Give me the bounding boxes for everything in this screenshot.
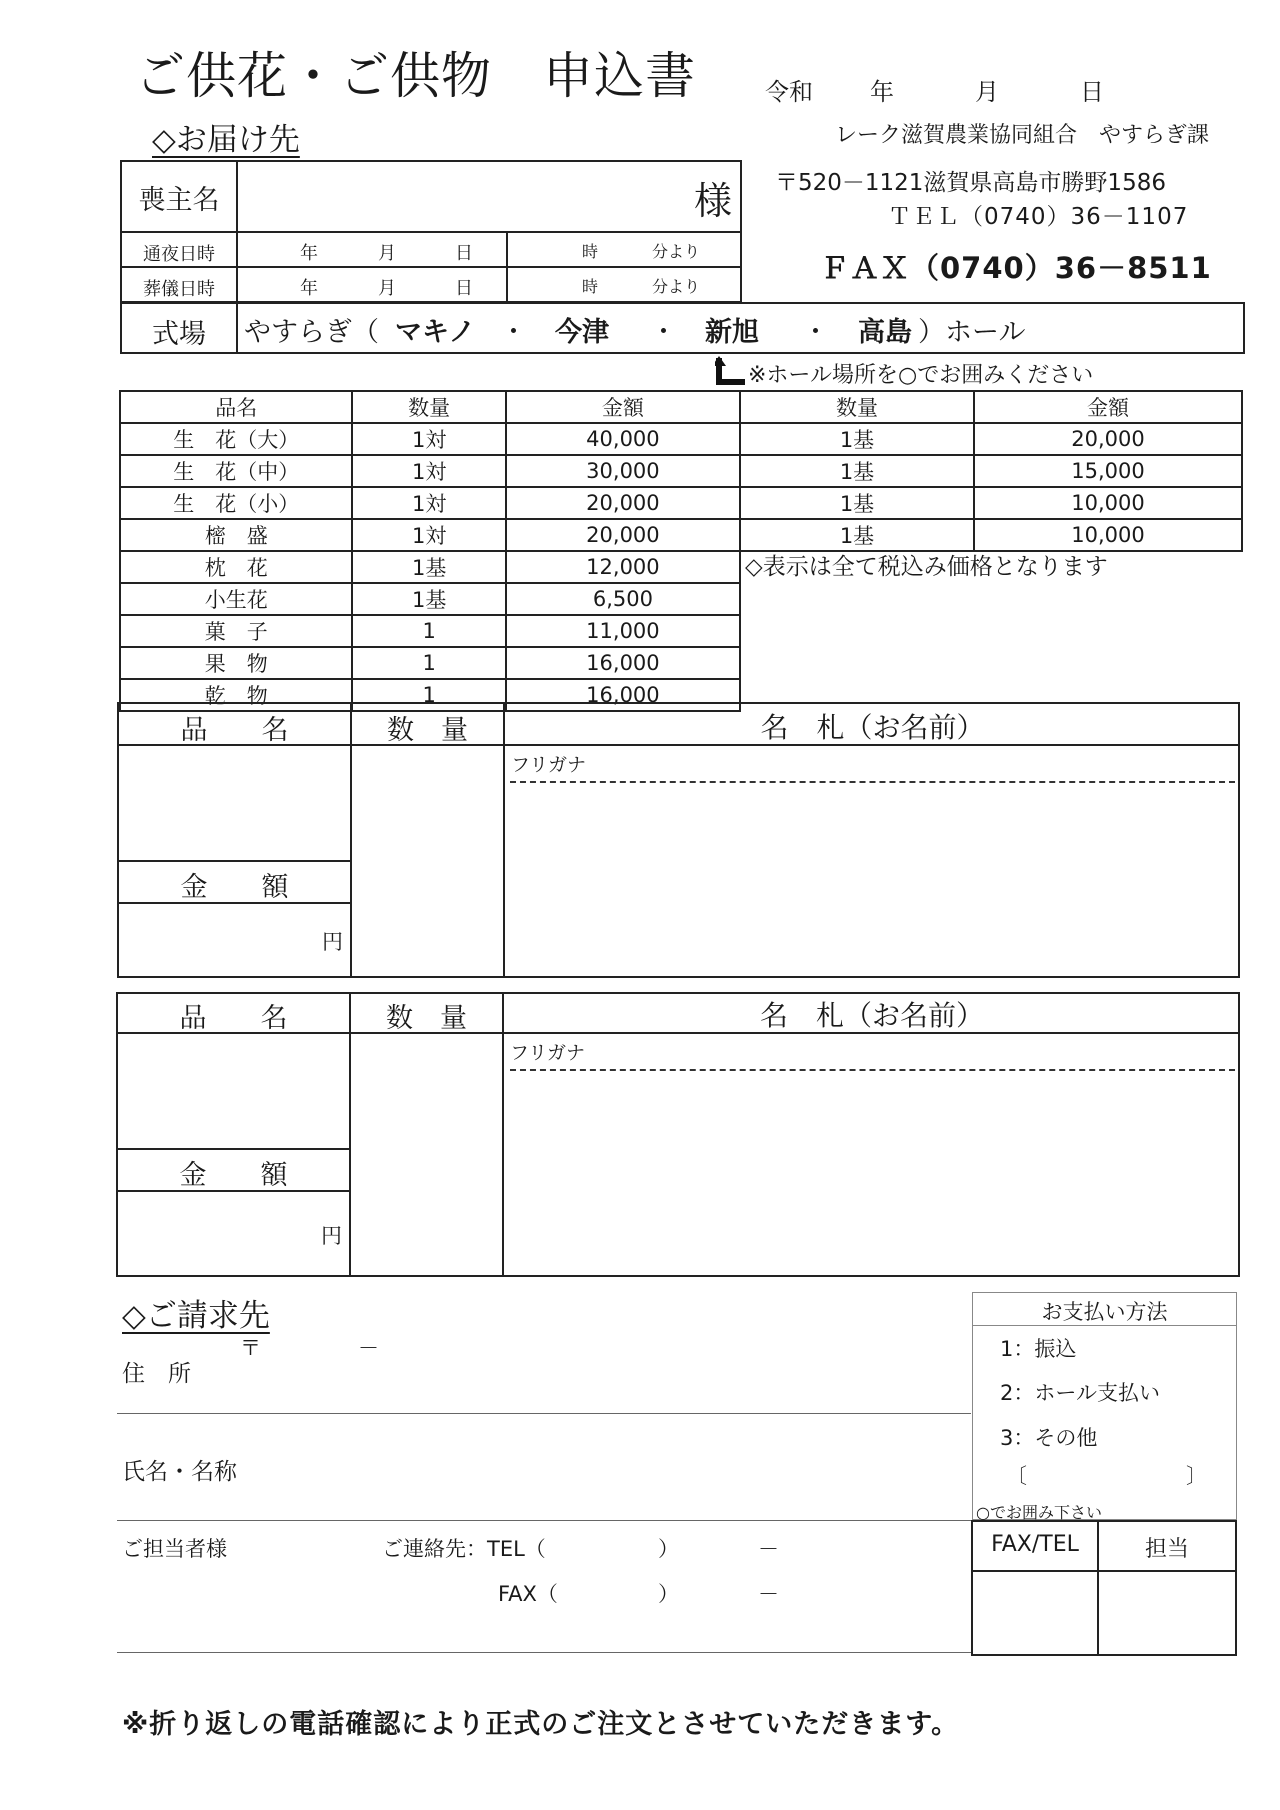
single-qty: 1基 [740,455,974,487]
wake-year: 年 [300,243,318,264]
order1-item-label: 品 名 [180,715,289,746]
tel-number-input[interactable] [790,1530,940,1560]
order2-item-label: 品 名 [179,1003,288,1034]
table-row [120,423,740,455]
fax-dash: － [758,1582,779,1606]
order2-qty-input[interactable] [352,1035,500,1273]
order1-item-input[interactable] [120,747,348,857]
address-label: 住 所 [122,1361,191,1387]
footer-note: ※折り返しの電話確認により正式のご注文とさせていただきます。 [122,1709,960,1740]
other-bracket-open: 〔 [1006,1464,1027,1488]
item-qty: 1 [352,647,505,679]
price-header-price: 金額 [506,391,740,423]
price-table-single [739,390,1243,552]
chief-mourner-label: 喪主名 [138,185,220,216]
wake-month: 月 [378,243,396,264]
item-name: 生 花（大） [120,423,352,455]
venue-takashima[interactable]: 高島 [858,317,912,348]
fax-number-input[interactable] [790,1575,940,1605]
tax-note: ◇表示は全て税込み価格となります [745,554,1108,580]
order2-furigana: フリガナ [510,1042,586,1064]
single-header-price: 金額 [974,391,1242,423]
date-month: 月 [975,78,999,106]
funeral-month: 月 [378,278,396,299]
table-row [120,615,740,647]
other-input[interactable] [1030,1460,1180,1488]
order2-nameplate-label: 名 札（お名前） [759,999,984,1032]
funeral-day: 日 [455,278,473,299]
company-address: 〒520－1121滋賀県高島市勝野1586 [775,170,1166,196]
order1-yen: 円 [322,930,343,954]
item-price: 16,000 [506,647,740,679]
fax-tel-label: FAX/TEL [991,1532,1079,1557]
item-qty: 1対 [352,519,505,551]
fax-area-input[interactable] [568,1575,658,1605]
item-qty: 1基 [352,583,505,615]
price-header-qty: 数量 [352,391,505,423]
single-qty: 1基 [740,519,974,551]
staff-label: 担当 [1144,1537,1189,1562]
postal-mark: 〒 [240,1336,261,1360]
order1-qty-label: 数 量 [387,715,468,746]
item-name: 樒 盛 [120,519,352,551]
wake-minute: 分より [652,242,701,261]
order1-furigana-input[interactable] [600,747,1230,779]
item-name: 果 物 [120,647,352,679]
company-name: レーク滋賀農業協同組合 やすらぎ課 [835,123,1210,148]
payment-option-hall[interactable]: 2：ホール支払い [1000,1381,1160,1405]
order2-nameplate-input[interactable] [505,1073,1236,1273]
table-row [120,487,740,519]
price-header-name: 品名 [120,391,352,423]
venue-note: ※ホール場所を○でお囲みください [748,363,1094,388]
single-price: 20,000 [974,423,1242,455]
table-row [120,455,740,487]
contact-person-input[interactable] [122,1565,362,1645]
tel-paren-close: ） [658,1537,679,1561]
address-input[interactable] [250,1330,950,1410]
item-price: 20,000 [506,487,740,519]
order2-yen: 円 [321,1224,342,1248]
company-tel: ＴＥＬ（0740）36－1107 [888,204,1189,230]
arrow-up-icon [715,354,749,388]
payment-option-transfer[interactable]: 1：振込 [1000,1337,1077,1361]
order2-furigana-input[interactable] [600,1035,1230,1067]
contact-tel-label: ご連絡先：TEL（ [382,1537,546,1561]
single-qty: 1基 [740,487,974,519]
item-qty: 1対 [352,423,505,455]
item-price: 6,500 [506,583,740,615]
table-row [740,487,1242,519]
order1-furigana: フリガナ [511,754,587,776]
table-row [120,647,740,679]
table-row [740,455,1242,487]
item-price: 40,000 [506,423,740,455]
venue-sep-1: ・ [500,317,527,348]
table-row [120,583,740,615]
item-qty: 1基 [352,551,505,583]
wake-label: 通夜日時 [143,244,215,265]
single-qty: 1基 [740,423,974,455]
item-qty: 1対 [352,487,505,519]
venue-label: 式場 [152,319,206,350]
delivery-heading: ◇お届け先 [152,122,300,158]
date-era: 令和 [765,78,813,106]
fax-tel-check[interactable] [975,1574,1095,1652]
venue-shinasahi[interactable]: 新旭 [705,317,759,348]
item-name: 枕 花 [120,551,352,583]
billing-heading: ◇ご請求先 [122,1298,270,1334]
payment-title: お支払い方法 [1041,1300,1168,1324]
order1-nameplate-input[interactable] [506,785,1236,975]
tel-area-input[interactable] [568,1530,658,1560]
chief-mourner-input[interactable] [240,164,680,229]
single-price: 15,000 [974,455,1242,487]
contact-fax-label: FAX（ [498,1582,558,1606]
order2-amount-label: 金 額 [179,1160,288,1191]
order2-qty-label: 数 量 [386,1003,467,1034]
item-price: 12,000 [506,551,740,583]
item-price: 11,000 [506,615,740,647]
item-name: 小生花 [120,583,352,615]
single-price: 10,000 [974,519,1242,551]
item-name: 菓 子 [120,615,352,647]
funeral-hour: 時 [582,277,599,296]
table-row [740,519,1242,551]
order2-item-input[interactable] [119,1035,347,1145]
order2-amount-input[interactable] [119,1193,319,1273]
date-day: 日 [1080,78,1104,106]
funeral-minute: 分より [652,277,701,296]
table-row [120,551,740,583]
venue-imazu[interactable]: 今津 [555,317,609,348]
fax-paren-close: ） [658,1582,679,1606]
company-fax: ＦＡＸ（0740）36－8511 [820,251,1212,285]
item-name: 生 花（小） [120,487,352,519]
table-row [120,519,740,551]
item-qty: 1 [352,679,505,711]
item-price: 20,000 [506,519,740,551]
item-qty: 1 [352,615,505,647]
item-name: 乾 物 [120,679,352,711]
name-input[interactable] [260,1430,950,1510]
contact-person-label: ご担当者様 [122,1537,227,1561]
order1-qty-input[interactable] [353,747,501,975]
item-qty: 1対 [352,455,505,487]
honorific: 様 [694,179,733,223]
venue-prefix: やすらぎ（ [244,317,379,348]
venue-sep-2: ・ [650,317,677,348]
table-row [740,423,1242,455]
page-title: ご供花・ご供物 申込書 [135,47,696,105]
order1-amount-input[interactable] [120,905,320,975]
venue-sep-3: ・ [802,317,829,348]
name-label: 氏名・名称 [122,1459,237,1485]
item-price: 30,000 [506,455,740,487]
venue-suffix: ）ホール [918,317,1026,348]
tel-dash: － [758,1537,779,1561]
wake-day: 日 [455,243,473,264]
circle-note: ○でお囲み下さい [976,1503,1102,1522]
date-year: 年 [870,78,894,106]
venue-makino[interactable]: マキノ [395,317,476,348]
single-header-qty: 数量 [740,391,974,423]
price-table [119,390,741,712]
single-price: 10,000 [974,487,1242,519]
order1-amount-label: 金 額 [180,872,289,903]
wake-hour: 時 [582,242,599,261]
postal-dash: － [358,1336,379,1360]
funeral-year: 年 [300,278,318,299]
order1-nameplate-label: 名 札（お名前） [760,711,985,744]
funeral-label: 葬儀日時 [143,279,215,300]
item-name: 生 花（中） [120,455,352,487]
staff-check[interactable] [1101,1574,1233,1652]
payment-option-other[interactable]: 3：その他 [1000,1426,1098,1450]
other-bracket-close: 〕 [1186,1464,1207,1488]
item-price: 16,000 [506,679,740,711]
